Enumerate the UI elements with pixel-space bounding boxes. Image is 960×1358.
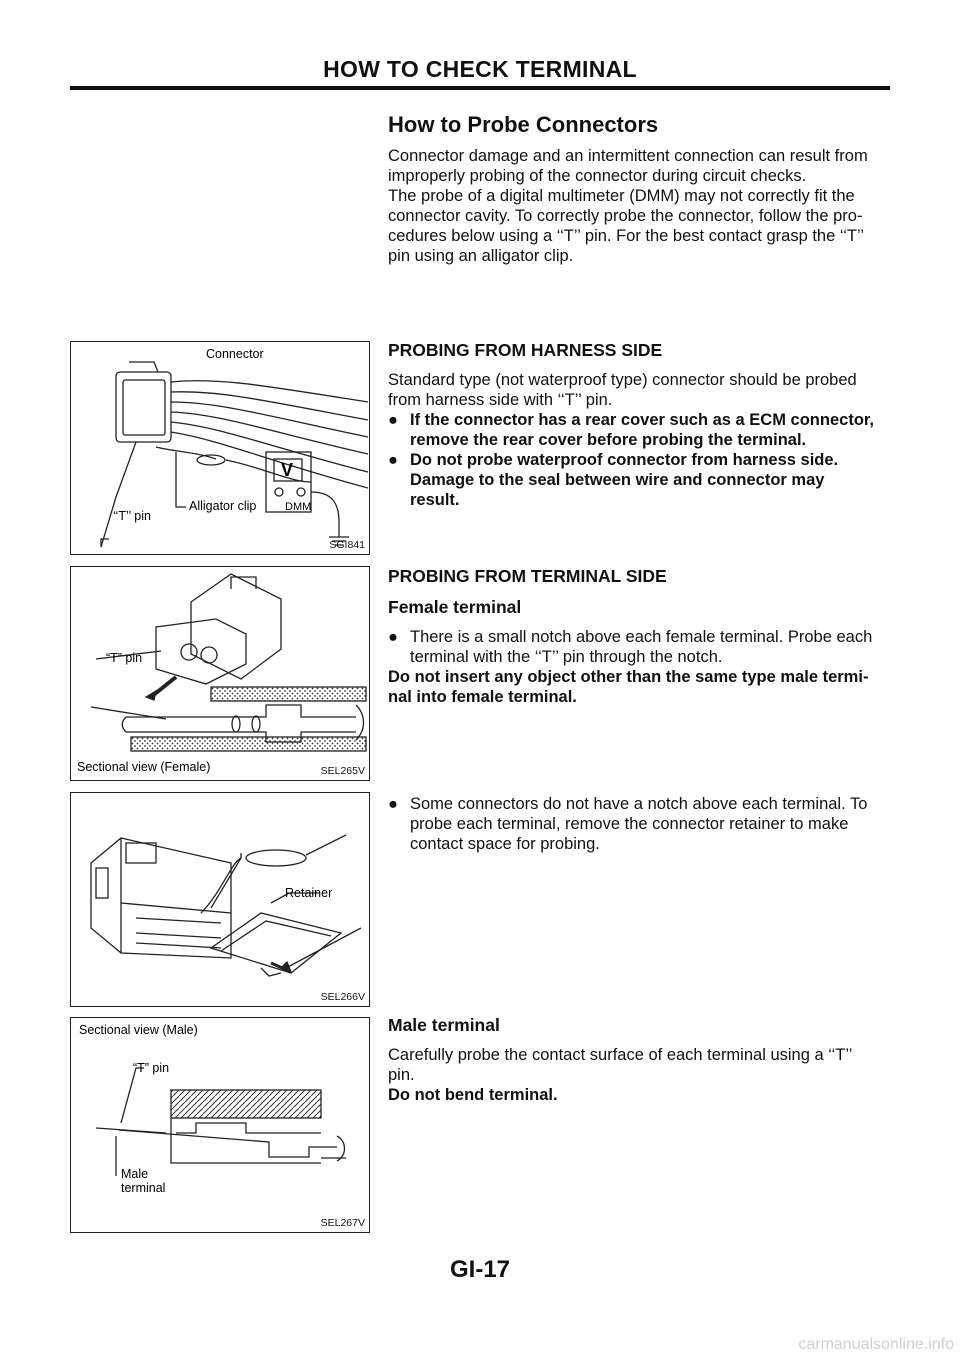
bullet-item [388,627,893,667]
label-t-pin: ‘‘T’’ pin [113,509,151,523]
page-header [70,56,890,83]
paragraph-line: from harness side with ‘‘T’’ pin. [388,391,613,409]
label-sectional-view-female: Sectional view (Female) [77,760,211,774]
figure-female-terminal [70,566,370,781]
section-no-notch [388,794,893,854]
label-retainer: Retainer [285,886,333,900]
meter-symbol: V [281,460,294,480]
warning-line: Do not insert any object other than the same type male termi- [388,668,869,686]
subheading-female-terminal: Female terminal [388,597,522,617]
bullet-line: remove the rear cover before probing the terminal. [410,431,807,449]
section-heading: How to Probe Connectors [388,112,659,137]
bullet-line: Some connectors do not have a notch above each terminal. To [410,795,868,813]
section-harness-side [388,340,893,510]
paragraph-line: Standard type (not waterproof type) connector should be probed [388,371,857,389]
male-terminal-illustration [71,1018,368,1231]
label-t-pin: “T” pin [106,651,143,665]
section-how-to-probe [388,112,893,266]
warning-line: nal into female terminal. [388,688,577,706]
label-sectional-view-male: Sectional view (Male) [79,1023,198,1037]
paragraph-line: Carefully probe the contact surface of each terminal using a ‘‘T’’ [388,1046,853,1064]
figure-code: SEL266V [320,991,365,1003]
bullet-item [388,794,893,854]
label-connector: Connector [206,347,264,361]
label-t-pin: “T” pin [133,1061,170,1075]
retainer-illustration [71,793,368,1005]
bullet-icon: ● [388,628,398,646]
label-male-terminal: Male [121,1167,149,1181]
paragraph-line: pin using an alligator clip. [388,247,574,265]
bullet-line: Damage to the seal between wire and connector may [410,471,825,489]
female-terminal-illustration [71,567,368,779]
bullet-item [388,450,893,510]
bullet-line: terminal with the ‘‘T’’ pin through the notch. [410,648,723,666]
watermark: carmanualsonline.info [798,1336,954,1353]
figure-male-terminal [70,1017,370,1233]
label-male-terminal: terminal [121,1181,166,1195]
paragraph-line: connector cavity. To correctly probe the connector, follow the pro- [388,207,863,225]
figure-harness-probe [70,341,370,555]
paragraph-line: The probe of a digital multimeter (DMM) may not correctly fit the [388,187,855,205]
label-dmm: DMM [285,501,312,513]
figure-code: SEL265V [320,765,365,777]
paragraph-line: Connector damage and an intermittent connection can result from [388,147,868,165]
section-terminal-side [388,566,893,707]
figure-retainer [70,792,370,1007]
bullet-line: probe each terminal, remove the connector retainer to make [410,815,849,833]
harness-probe-illustration [71,342,368,553]
bullet-line: Do not probe waterproof connector from harness side. [410,451,839,469]
paragraph-line: cedures below using a ‘‘T’’ pin. For the best contact grasp the ‘‘T’’ [388,227,865,245]
figure-code: SGI841 [329,539,365,551]
page-number: GI-17 [449,1256,511,1283]
label-alligator-clip: Alligator clip [189,499,257,513]
figure-code: SEL267V [320,1217,365,1229]
header-divider [70,86,890,90]
paragraph-line: pin. [388,1066,415,1084]
bullet-line: result. [410,491,460,509]
section-heading: PROBING FROM HARNESS SIDE [388,340,663,360]
bullet-icon: ● [388,795,398,813]
bullet-icon: ● [388,411,398,429]
paragraph-line: improperly probing of the connector during circuit checks. [388,167,807,185]
bullet-line: There is a small notch above each female terminal. Probe each [410,628,873,646]
bullet-item [388,410,893,450]
warning-line: Do not bend terminal. [388,1086,558,1104]
bullet-line: If the connector has a rear cover such as a ECM connector, [410,411,874,429]
section-male-terminal [388,1015,893,1105]
bullet-line: contact space for probing. [410,835,600,853]
bullet-icon: ● [388,451,398,469]
section-heading: PROBING FROM TERMINAL SIDE [388,566,667,586]
page-title: HOW TO CHECK TERMINAL [323,56,637,82]
section-heading: Male terminal [388,1015,500,1035]
